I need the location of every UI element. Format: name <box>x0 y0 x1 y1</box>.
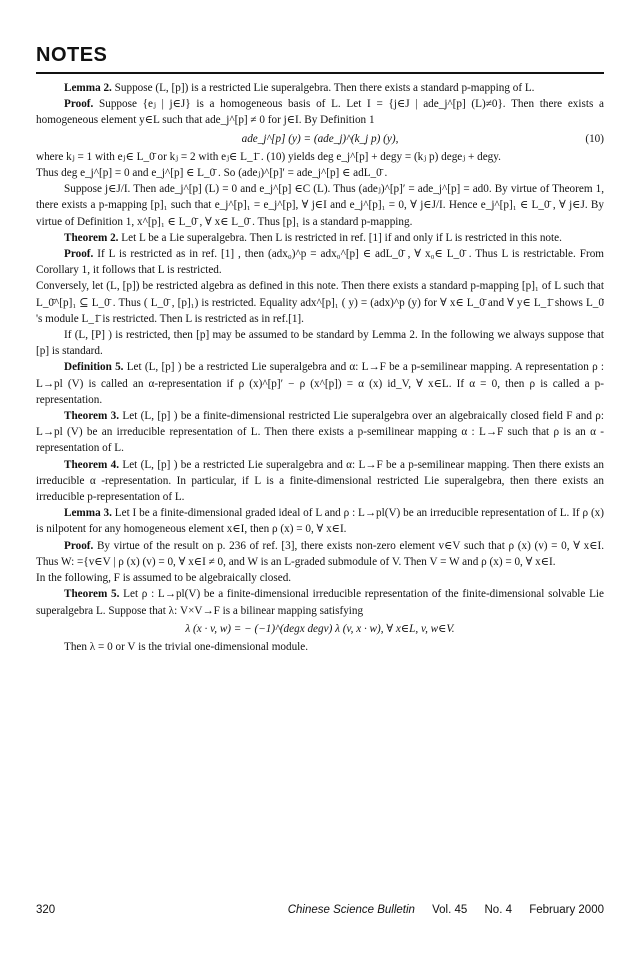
theorem-2: Theorem 2. Let L be a Lie superalgebra. Then L is restricted in ref. [1] if and only if L is restricted in this note. <box>64 231 562 244</box>
journal-volume: Vol. 45 <box>432 904 468 916</box>
definition-5: Definition 5. Let (L, [p] ) be a restricted Lie superalgebra and α: L→F be a p-semilinear mapping. A representation ρ : L→pl (V) is called an α-representation if ρ (x)^[p]′ − ρ (x^[p]) = α (x) id_V, ∀ x∈L. If α = 0, then ρ is called a p-representation. <box>36 361 604 406</box>
equation-10: ade_j^[p] (y) = (ade_j)^(k_j p) (y), (10) <box>36 131 604 147</box>
theorem-3: Theorem 3. Let (L, [p] ) be a finite-dimensional restricted Lie superalgebra over an algebraically closed field F and ρ: L→pl (V) be an irreducible representation of L. Then there exists a p-semilinear mapping α : L→F such that ρ is an α -representation of L. <box>36 410 604 455</box>
equation-bilinear: λ (x · v, w) = − (−1)^(degx degv) λ (v, x · w), ∀ x∈L, v, w∈V. <box>185 622 455 635</box>
text-paragraph: If (L, [P] ) is restricted, then [p] may be assumed to be standard by Lemma 2. In the following we always suppose that [p] is standard. <box>36 329 604 358</box>
theorem-5: Theorem 5. Let ρ : L→pl(V) be a finite-dimensional irreducible representation of the finite-dimensional solvable Lie superalgebra L. Suppose that λ: V×V→F is a bilinear mapping satisfying <box>36 588 604 617</box>
text-paragraph: Conversely, let (L, [p]) be restricted algebra as defined in this note. Then there exists a standard p-mapping [p]₁ of L such that L_0̄^[p]₁ ⊆ L_0̄ . Thus ( L_0̄ , [p]₁) is restricted. Equality adx^[p]₁ ( y) = (adx)^p (y) for ∀ x∈ L_0̄ and ∀ y∈ L_1̄ shows L_0̄ 's module L_1̄ is restricted. Then L is restricted as in ref.[1]. <box>36 280 604 325</box>
article-body <box>36 80 604 886</box>
text-line: In the following, F is assumed to be algebraically closed. <box>36 572 292 585</box>
theorem-4: Theorem 4. Let (L, [p] ) be a restricted Lie superalgebra and α: L→F be a p-semilinear mapping. Then there exists an irreducible α -representation. In particular, if L is a finite-dimensional restricted Lie superalgebra, then there exists an irreducible p-representation of L. <box>36 458 604 504</box>
lemma-2: Lemma 2. Suppose (L, [p]) is a restricted Lie superalgebra. Then there exists a standard p-mapping of L. <box>64 82 535 94</box>
page-number: 320 <box>36 904 56 916</box>
proof-theorem-2: Proof. If L is restricted as in ref. [1] , then (adx₀)^p = adx₀^[p] ∈ adL_0̄ , ∀ x₀∈ L_0̄ . Thus L is restrictable. From Corollary 1, it follows that L is restricted. <box>36 248 604 277</box>
section-header: NOTES <box>36 44 108 66</box>
text-line: Thus deg e_j^[p] = 0 and e_j^[p] ∈ L_0̄ . So (adeⱼ)^[p]′ = ade_j^[p] ∈ adL_0̄ . <box>36 167 388 180</box>
text-paragraph: Suppose j∈J/I. Then ade_j^[p] (L) = 0 and e_j^[p] ∈C (L). Thus (adeⱼ)^[p]′ = ade_j^[p] = ad0. By virtue of Theorem 1, there exists a p-mapping [p]₁ such that e_j^[p]₁ = e_j^[p], ∀ j∈I and e_j^[p]₁ = 0, ∀ j∈J/I. Hence e_j^[p]₁ ∈ L_0̄ , ∀ j∈J. By virtue of Definition 1, x^[p]₁ ∈ L_0̄ , ∀ x∈ L_0̄ . Thus [p]₁ is a standard p-mapping. <box>36 183 604 228</box>
header-rule <box>36 72 604 74</box>
proof-lemma-2: Proof. Suppose {eⱼ | j∈J} is a homogeneous basis of L. Let I = {j∈J | ade_j^[p] (L)≠0}. Then there exists a homogeneous element y∈L such that ade_j^[p] ≠ 0 for j∈I. By Definition 1 <box>36 98 604 127</box>
equation-number: (10) <box>585 132 604 145</box>
journal-date: February 2000 <box>529 904 604 916</box>
lemma-3: Lemma 3. Let I be a finite-dimensional graded ideal of L and ρ : L→pl(V) be an irreducible representation of L. If ρ (x) is nilpotent for any homogeneous element x∈I, then ρ (x) = 0, ∀ x∈I. <box>36 507 604 536</box>
journal-name: Chinese Science Bulletin <box>287 904 415 916</box>
journal-info <box>274 904 604 916</box>
text-line: Then λ = 0 or V is the trivial one-dimensional module. <box>64 640 309 653</box>
proof-lemma-3: Proof. By virtue of the result on p. 236 of ref. [3], there exists non-zero element v∈V such that ρ (x) (v) = 0, ∀ x∈I. Thus W: ={v∈V | ρ (x) (v) = 0, ∀ x∈I ≠ 0, and W is an L-graded submodule of V. Then V = W and ρ (x) = 0, ∀ x∈I. <box>36 539 604 568</box>
text-line: where kⱼ = 1 with eⱼ∈ L_0̄ or kⱼ = 2 with eⱼ∈ L_1̄ . (10) yields deg e_j^[p] + degy = (kⱼ p) degeⱼ + degy. <box>36 150 501 163</box>
journal-number: No. 4 <box>484 904 512 916</box>
page-footer <box>36 904 604 916</box>
